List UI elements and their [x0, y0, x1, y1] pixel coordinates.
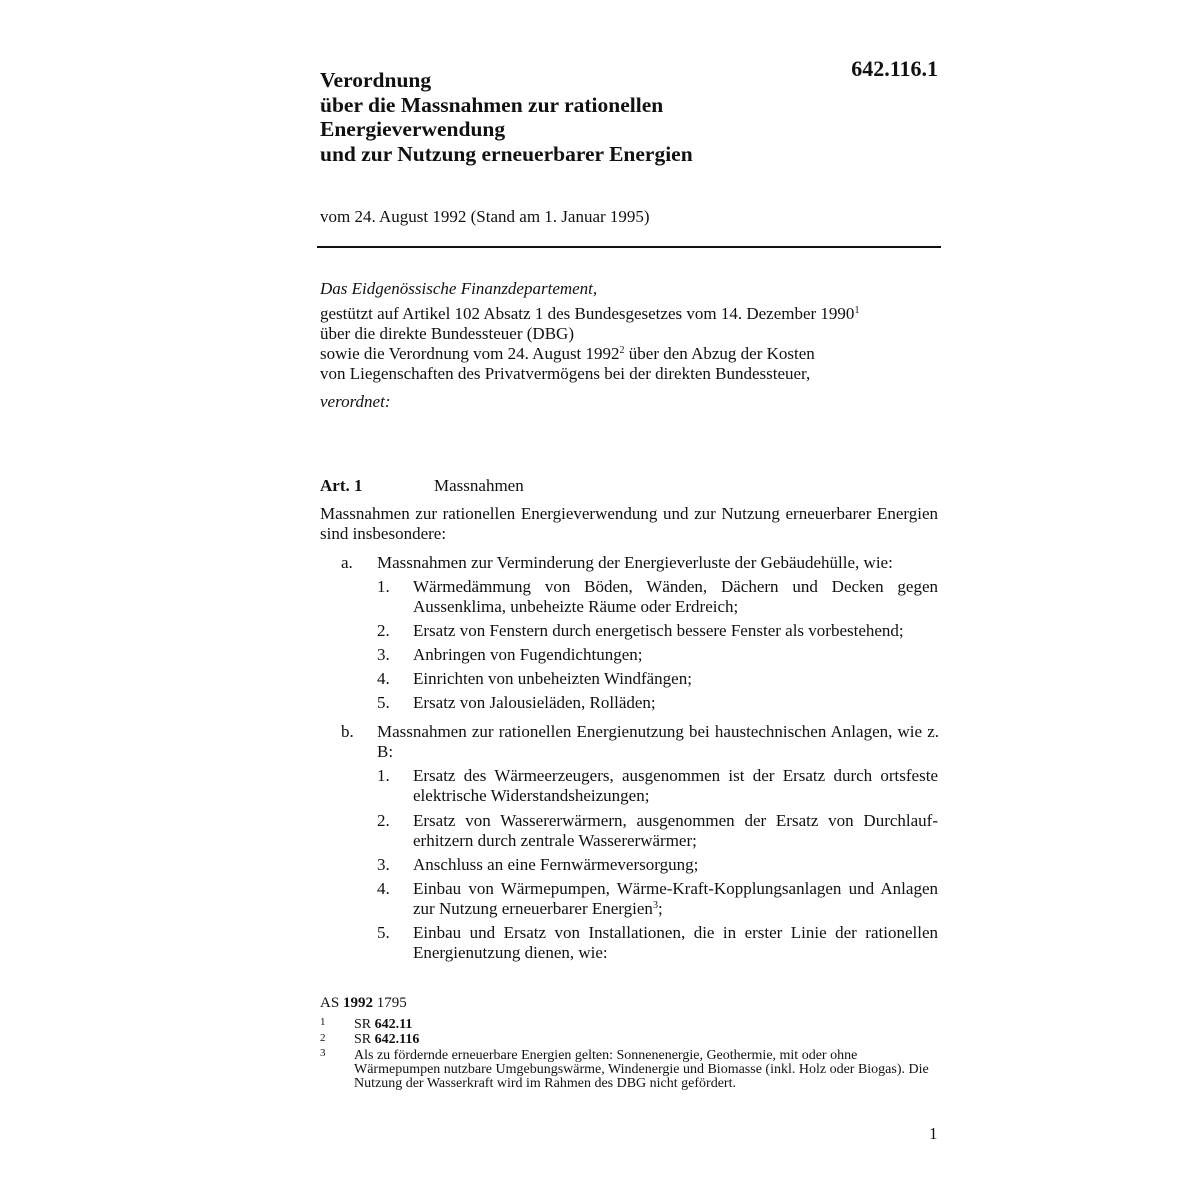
- title-line: und zur Nutzung erneuerbarer Energien: [320, 141, 693, 166]
- article-title: Massnahmen: [434, 476, 524, 495]
- preamble-line: [320, 304, 940, 324]
- footnote: [354, 1018, 412, 1032]
- preamble-line: [320, 344, 940, 364]
- footnote-prefix: SR: [354, 1032, 375, 1047]
- sublist-marker: 2.: [377, 621, 390, 640]
- sublist-marker: 3.: [377, 645, 390, 664]
- sublist-item: [413, 879, 938, 919]
- document-title: [320, 68, 880, 166]
- sublist-marker: 1.: [377, 766, 390, 785]
- as-reference: [320, 996, 407, 1010]
- as-prefix: AS: [320, 995, 343, 1011]
- footnote-prefix: SR: [354, 1017, 375, 1032]
- sublist-marker: 5.: [377, 923, 390, 942]
- as-year: 1992: [342, 995, 373, 1011]
- title-line: Energieverwendung: [320, 117, 506, 141]
- footnote-value[interactable]: 642.116: [374, 1032, 420, 1047]
- list-item: Massnahmen zur Verminderung der Energieverluste der Gebäudehülle, wie:: [377, 553, 893, 572]
- sublist-item: Anschluss an eine Fernwärmeversorgung;: [413, 855, 699, 874]
- list-marker: b.: [341, 722, 354, 741]
- title-line: Verordnung: [320, 68, 432, 92]
- sublist-item: Ersatz von Fenstern durch energetisch bessere Fenster als vorbestehend;: [413, 621, 904, 640]
- sublist-marker: 4.: [377, 669, 390, 688]
- sublist-item-text: ;: [657, 899, 663, 918]
- footnote-ref[interactable]: 3: [652, 900, 658, 911]
- sublist-item: Ersatz von Jalousieläden, Rolläden;: [413, 693, 656, 712]
- article-number: Art. 1: [320, 476, 363, 495]
- list-marker: a.: [341, 553, 353, 572]
- header-divider: [317, 246, 941, 248]
- footnote-ref[interactable]: 2: [619, 345, 625, 356]
- sublist-item: Anbringen von Fugendichtungen;: [413, 645, 643, 664]
- list-item: Massnahmen zur rationellen Energienutzung bei haustechnischen Anlagen, wie z. B:: [377, 722, 939, 761]
- sublist-item: Ersatz des Wärmeerzeugers, ausgenommen ist der Ersatz durch ortsfeste elektrische Widerstandsheizungen;: [413, 766, 938, 805]
- footnote-number: 2: [320, 1032, 326, 1044]
- sr-number: 642.116.1: [851, 56, 938, 81]
- preamble-text: sowie die Verordnung vom 24. August 1992: [320, 344, 620, 363]
- sublist-item: Wärmedämmung von Böden, Wänden, Dächern und Decken gegen Aussenklima, unbeheizte Räume oder Erdreich;: [413, 577, 938, 616]
- footnote-number: 1: [320, 1016, 326, 1028]
- sublist-marker: 5.: [377, 693, 390, 712]
- title-line: über die Massnahmen zur rationellen: [320, 92, 664, 117]
- sublist-item: Ersatz von Wassererwärmern, ausgenommen der Ersatz von Durchlauferhitzern durch zentrale Wassererwärmer;: [413, 811, 938, 850]
- footnote: [354, 1033, 419, 1047]
- preamble-enacts: verordnet:: [320, 392, 391, 411]
- sublist-marker: 3.: [377, 855, 390, 874]
- preamble-issuer: Das Eidgenössische Finanzdepartement,: [320, 279, 598, 298]
- preamble-line: von Liegenschaften des Privatvermögens bei der direkten Bundessteuer,: [320, 364, 811, 383]
- sublist-marker: 1.: [377, 577, 390, 596]
- footnote-number: 3: [320, 1047, 326, 1059]
- sublist-marker: 2.: [377, 811, 390, 830]
- preamble-text: gestützt auf Artikel 102 Absatz 1 des Bundesgesetzes vom 14. Dezember 1990: [320, 304, 855, 323]
- preamble-text: über den Abzug der Kosten: [624, 344, 815, 363]
- sublist-marker: 4.: [377, 879, 390, 898]
- footnote-value[interactable]: 642.11: [374, 1017, 413, 1032]
- sublist-item: Einrichten von unbeheizten Windfängen;: [413, 669, 692, 688]
- page-number: 1: [929, 1124, 938, 1143]
- footnote-ref[interactable]: 1: [854, 305, 860, 316]
- as-page: 1795: [372, 995, 407, 1011]
- preamble-line: über die direkte Bundessteuer (DBG): [320, 324, 574, 343]
- date-line: vom 24. August 1992 (Stand am 1. Januar 1995): [320, 207, 650, 226]
- sublist-item: Einbau und Ersatz von Installationen, die in erster Linie der rationellen Energienutzung dienen, wie:: [413, 923, 938, 962]
- article-intro: Massnahmen zur rationellen Energieverwendung und zur Nutzung erneuerbarer Energien sind insbesondere:: [320, 504, 938, 543]
- sublist-item-text: Einbau von Wärmepumpen, Wärme-Kraft-Kopplungsanlagen und Anlagen zur Nutzung erneuerbarer Energien: [413, 879, 938, 918]
- footnote: Als zu fördernde erneuerbare Energien gelten: Sonnenenergie, Geothermie, mit oder ohne Wärmepumpen nutzbare Umgebungswärme, Windenergie und Biomasse (inkl. Holz oder Biogas). Die Nutzung der Wasserkraft wird im Rahmen des DBG nicht gefördert.: [354, 1048, 929, 1091]
